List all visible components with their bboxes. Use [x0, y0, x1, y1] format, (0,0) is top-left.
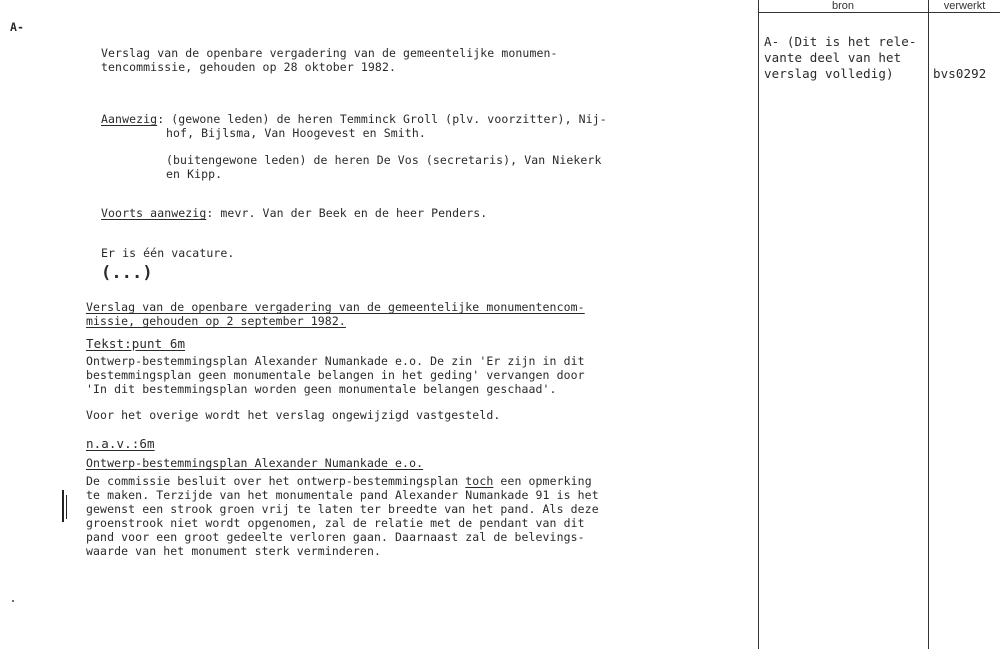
- present-line-1: [101, 112, 607, 127]
- also-present-label: Voorts aanwezig: [101, 206, 207, 220]
- rest-text-line: Voor het overige wordt het verslag ongewijzigd vastgesteld.: [86, 408, 501, 422]
- intro-line-1: Verslag van de openbare vergadering van de gemeentelijke monumen-: [101, 46, 558, 60]
- body-line-1-end: een opmerking: [493, 474, 592, 488]
- body-line-1-start: De commissie besluit over het ontwerp-bestemmingsplan: [86, 474, 466, 488]
- margin-bar-2: [66, 495, 67, 519]
- body-line-1: [86, 474, 592, 489]
- processed-code: bvs0292: [933, 66, 987, 81]
- body-line-5: pand voor een groot gedeelte verloren gaan. Daarnaast zal de belevings-: [86, 530, 585, 544]
- body-line-2: te maken. Terzijde van het monumentale pand Alexander Numankade 91 is het: [86, 488, 599, 502]
- header-rule: [758, 12, 1000, 13]
- column-header-bron: bron: [831, 0, 855, 12]
- body-line-4: groenstrook niet wordt opgenomen, zal de relatie met de pendant van dit: [86, 516, 585, 530]
- column-header-verwerkt: verwerkt: [943, 0, 986, 12]
- text-point-heading: Tekst:punt 6m: [86, 336, 186, 351]
- body-line-6: waarde van het monument sterk verminderen.: [86, 544, 381, 558]
- also-present-line: [101, 206, 487, 221]
- column-divider-right: [928, 0, 929, 649]
- nav-point-heading: n.a.v.:6m: [86, 436, 155, 451]
- body-emphasis-word: toch: [465, 474, 494, 488]
- stray-mark: [12, 600, 14, 602]
- extra-members-line-1: (buitengewone leden) de heren De Vos (secretaris), Van Niekerk: [166, 153, 602, 167]
- column-divider-left: [758, 0, 759, 649]
- source-note-line-2: vante deel van het: [764, 50, 902, 65]
- ellipsis-mark: (...): [101, 263, 153, 283]
- text-line-2: bestemmingsplan geen monumentale belangen in het geding' vervangen door: [86, 368, 585, 382]
- intro-line-2: tencommissie, gehouden op 28 oktober 1982.: [101, 60, 396, 74]
- also-present-text: : mevr. Van der Beek en de heer Penders.: [206, 206, 488, 220]
- minutes-title-line-1: Verslag van de openbare vergadering van de gemeentelijke monumentencom-: [86, 300, 585, 314]
- margin-bar: [62, 490, 64, 522]
- vacancy-line: Er is één vacature.: [101, 246, 235, 260]
- text-line-1: Ontwerp-bestemmingsplan Alexander Numankade e.o. De zin 'Er zijn in dit: [86, 354, 585, 368]
- body-line-3: gewenst een strook groen vrij te laten ter breedte van het pand. Als deze: [86, 502, 599, 516]
- present-line-2: hof, Bijlsma, Van Hoogevest en Smith.: [166, 126, 426, 140]
- source-note-line-1: A- (Dit is het rele-: [764, 34, 917, 49]
- source-note-line-3: verslag volledig): [764, 66, 894, 81]
- plan-title: Ontwerp-bestemmingsplan Alexander Numankade e.o.: [86, 456, 424, 470]
- text-line-3: 'In dit bestemmingsplan worden geen monumentale belangen geschaad'.: [86, 382, 557, 396]
- extra-members-line-2: en Kipp.: [166, 167, 223, 181]
- minutes-title-line-2: missie, gehouden op 2 september 1982.: [86, 314, 346, 328]
- present-label: Aanwezig: [101, 112, 158, 126]
- present-text: : (gewone leden) de heren Temminck Groll (plv. voorzitter), Nij-: [157, 112, 607, 126]
- margin-marker: A-: [10, 20, 25, 34]
